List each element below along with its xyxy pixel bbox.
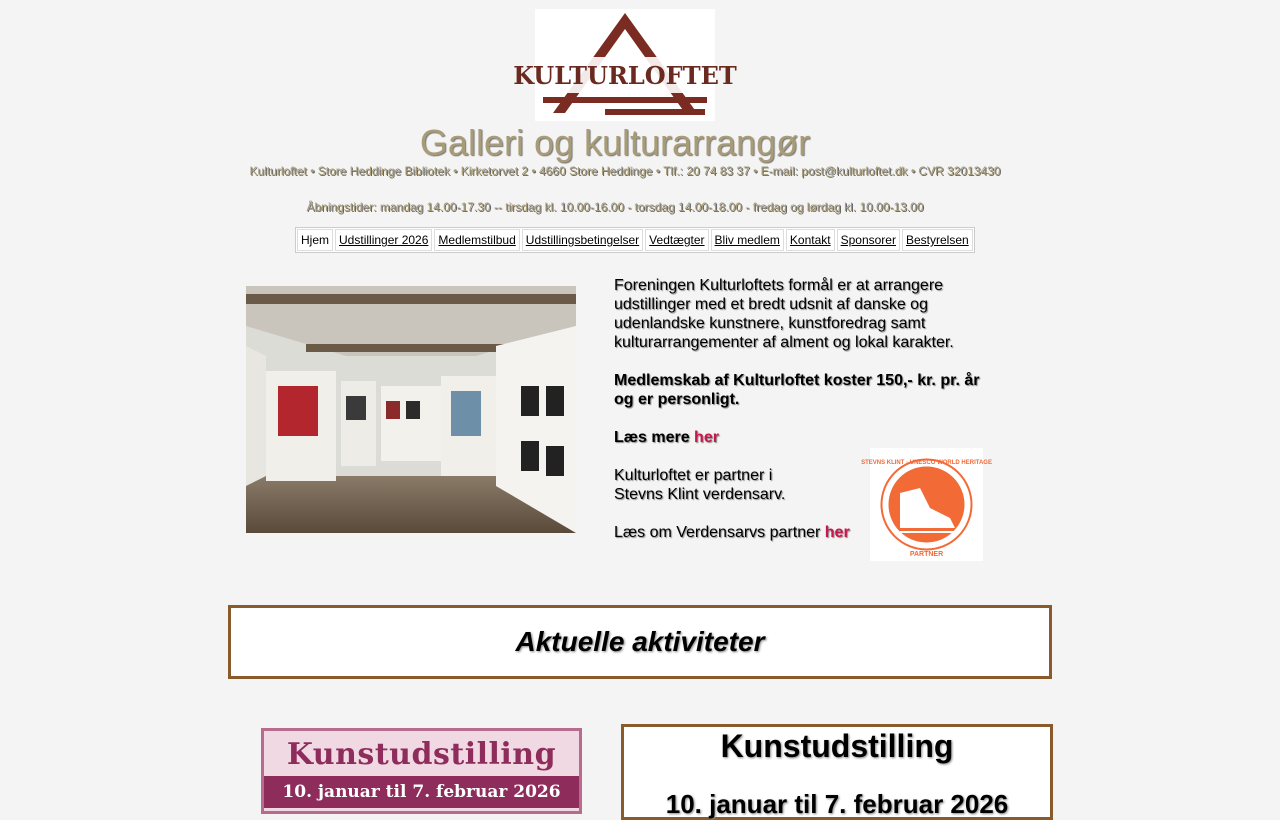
exhibition-dates: 10. januar til 7. februar 2026 — [665, 789, 1009, 819]
nav-item-vedtaegter[interactable]: Vedtægter — [645, 229, 708, 251]
nav-item-medlemstilbud[interactable]: Medlemstilbud — [434, 229, 519, 251]
intro-paragraph: Foreningen Kulturloftets formål er at arrangere udstillinger med et bredt udsnit af danske og udenlandske kunstnere, kunstforedrag samt kulturarrangementer af alment og lokal karakter. — [614, 277, 954, 351]
partner-line-1: Kulturloftet er partner i — [614, 467, 773, 484]
nav-item-sponsorer[interactable]: Sponsorer — [837, 229, 900, 251]
activities-heading: Aktuelle aktiviteter — [515, 626, 765, 657]
nav-item-kontakt[interactable]: Kontakt — [786, 229, 835, 251]
read-more-label: Læs mere — [614, 429, 695, 446]
badge-top-text: STEVNS KLINT · UNESCO WORLD HERITAGE — [861, 460, 992, 466]
poster-dates: 10. januar til 7. februar 2026 — [264, 776, 579, 808]
read-more-link[interactable]: her — [694, 429, 719, 446]
exhibition-title: Kunstudstilling — [720, 728, 954, 764]
heritage-label: Læs om Verdensarvs partner — [614, 524, 825, 541]
membership-text: Medlemskab af Kulturloftet koster 150,- kr. pr. år og er personligt. — [614, 372, 980, 408]
activities-banner — [228, 605, 1052, 679]
badge-bottom-text: PARTNER — [909, 551, 944, 558]
poster-title: Kunstudstilling — [286, 737, 557, 772]
nav-item-bestyrelsen[interactable]: Bestyrelsen — [902, 229, 973, 251]
opening-hours: Åbningstider: mandag 14.00-17.30 -- tirsdag kl. 10.00-16.00 - torsdag 14.00-18.00 - fredag og lørdag kl. 10.00-13.00 — [306, 200, 924, 214]
page-title: Galleri og kulturarrangør — [419, 122, 811, 163]
site-logo[interactable] — [513, 9, 737, 121]
logo-text: KULTURLOFTET — [513, 61, 737, 90]
exhibition-info — [621, 724, 1053, 820]
heritage-link[interactable]: her — [824, 524, 850, 541]
nav-item-bliv-medlem[interactable]: Bliv medlem — [711, 229, 784, 251]
nav-item-udstillinger[interactable]: Udstillinger 2026 — [335, 229, 432, 251]
exhibition-poster[interactable] — [261, 728, 582, 814]
partner-line-2: Stevns Klint verdensarv. — [614, 486, 786, 503]
main-nav — [295, 227, 975, 253]
gallery-photo — [246, 286, 576, 533]
contact-info: Kulturloftet • Store Heddinge Bibliotek • Kirketorvet 2 • 4660 Store Heddinge • Tlf.: 20 74 83 37 • E-mail: post@kulturloftet.dk • CVR 32013430 — [249, 164, 1001, 178]
unesco-partner-badge[interactable] — [861, 448, 992, 561]
nav-item-hjem[interactable]: Hjem — [297, 229, 333, 251]
nav-item-udstillingsbetingelser[interactable]: Udstillingsbetingelser — [522, 229, 643, 251]
